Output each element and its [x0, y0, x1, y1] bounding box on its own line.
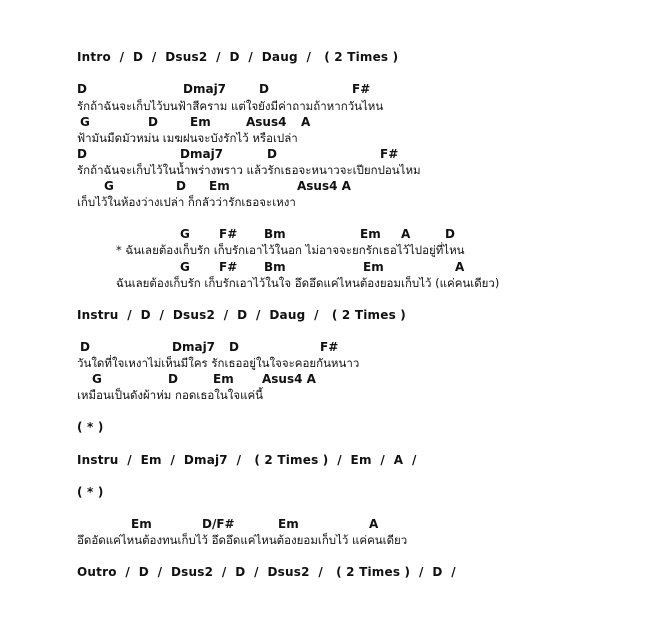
ending-chord-line [0, 517, 666, 601]
verse1-lyric-line-2: ฟ้ามันมืดมัวหม่น เมฆฝนจะบังรักไว้ หรือเปล่า [77, 131, 298, 145]
chord: F# [219, 260, 238, 274]
chord: Bm [264, 227, 286, 241]
chord: Asus4 A [262, 372, 316, 386]
verse2-lyric-line-1: วันใดที่ใจเหงาไม่เห็นมีใคร รักเธออยู่ในใจจะคอยกันหนาว [77, 356, 360, 370]
chord: F# [320, 340, 339, 354]
chord: Em [209, 179, 230, 193]
chord: D [267, 147, 277, 161]
chord: G [180, 227, 190, 241]
chord: Em [363, 260, 384, 274]
chord: D/F# [202, 517, 235, 531]
chord: D [445, 227, 455, 241]
chord: Dmaj7 [183, 82, 227, 96]
repeat-marker-1: ( * ) [77, 420, 104, 434]
chord: F# [219, 227, 238, 241]
chord: Asus4 [246, 115, 287, 129]
instru-line-1: Instru / D / Dsus2 / D / Daug / ( 2 Times ) [77, 308, 406, 322]
chorus-lyric-line-1: * ฉันเลยต้องเก็บรัก เก็บรักเอาไว้ในอก ไม่อาจจะยกรักเธอไว้ไปอยู่ที่ไหน [116, 243, 465, 257]
verse2-chord-line-2 [0, 372, 666, 456]
chord: D [259, 82, 269, 96]
chord: Asus4 A [297, 179, 351, 193]
chord: D [229, 340, 239, 354]
chord: D [77, 147, 87, 161]
chord: D [176, 179, 186, 193]
chord: Em [190, 115, 211, 129]
chord: G [92, 372, 102, 386]
chord: Em [360, 227, 381, 241]
verse1-lyric-line-4: เก็บไว้ในห้องว่างเปล่า ก็กลัวว่ารักเธอจะเหงา [77, 195, 296, 209]
chord: Bm [264, 260, 286, 274]
chord: A [301, 115, 311, 129]
chord: A [455, 260, 465, 274]
chord: Dmaj7 [172, 340, 216, 354]
verse1-lyric-line-1: รักถ้าฉันจะเก็บไว้บนฟ้าสีคราม แต่ใจยังมีค่าถามถ้าหากวันไหน [77, 99, 384, 113]
chord: G [180, 260, 190, 274]
repeat-marker-2: ( * ) [77, 485, 104, 499]
chord: G [104, 179, 114, 193]
chorus-lyric-line-2: ฉันเลยต้องเก็บรัก เก็บรักเอาไว้ในใจ อึดอึดแค่ไหนต้องยอมเก็บไว้ (แค่คนเดียว) [116, 276, 500, 290]
verse1-lyric-line-3: รักถ้าฉันจะเก็บไว้ในน้ำพร่างพราว แล้วรักเธอจะหนาวจะเปียกปอนไหม [77, 163, 421, 177]
verse2-lyric-line-2: เหมือนเป็นดังผ้าห่ม กอดเธอในใจแค่นี้ [77, 388, 264, 402]
chord: F# [352, 82, 371, 96]
chord: F# [380, 147, 399, 161]
ending-lyric-line: อึดอัดแค่ไหนต้องทนเก็บไว้ อึดอึดแค่ไหนต้องยอมเก็บไว้ แค่คนเดียว [77, 533, 408, 547]
chord: A [401, 227, 411, 241]
chord: Em [213, 372, 234, 386]
chord: D [168, 372, 178, 386]
chord: D [77, 82, 87, 96]
chord: D [80, 340, 90, 354]
chord: Em [278, 517, 299, 531]
chord: D [148, 115, 158, 129]
chord: A [369, 517, 379, 531]
intro-line: Intro / D / Dsus2 / D / Daug / ( 2 Times ) [77, 50, 399, 64]
chord: G [80, 115, 90, 129]
instru-line-2: Instru / Em / Dmaj7 / ( 2 Times ) / Em / A / [77, 453, 417, 467]
chord: Dmaj7 [180, 147, 224, 161]
outro-line: Outro / D / Dsus2 / D / Dsus2 / ( 2 Times ) / D / [77, 565, 456, 579]
chord: Em [131, 517, 152, 531]
